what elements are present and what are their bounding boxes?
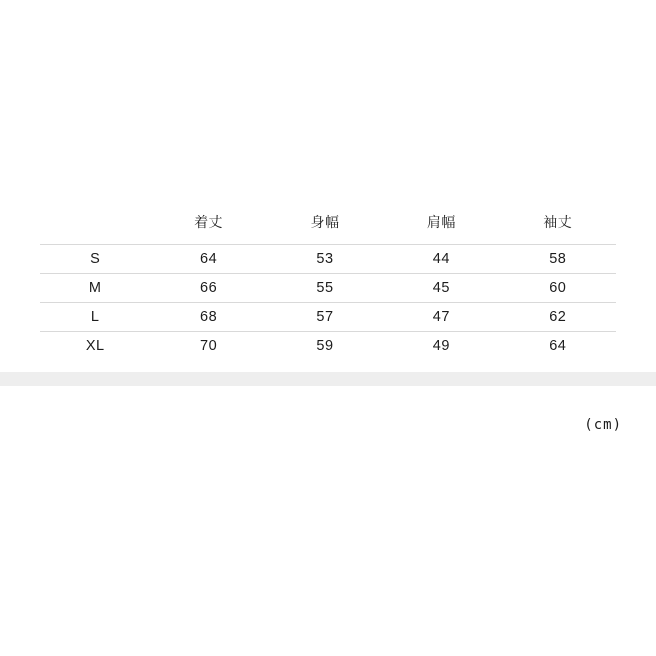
column-header-shoulder: 肩幅 <box>426 214 456 230</box>
cell-shoulder: 44 <box>383 245 499 274</box>
cell-width: 57 <box>267 303 383 332</box>
column-header-size <box>40 200 150 245</box>
cell-sleeve: 58 <box>500 245 616 274</box>
cell-width: 53 <box>267 245 383 274</box>
cell-size: S <box>40 245 150 274</box>
size-table <box>40 200 616 360</box>
table-header-row <box>40 200 616 245</box>
unit-note: (cm) <box>584 417 622 433</box>
cell-size: XL <box>40 332 150 361</box>
table-row <box>40 303 616 332</box>
cell-sleeve: 60 <box>500 274 616 303</box>
cell-sleeve: 64 <box>500 332 616 361</box>
cell-shoulder: 47 <box>383 303 499 332</box>
column-header-sleeve: 袖丈 <box>543 214 573 230</box>
cell-length: 66 <box>150 274 266 303</box>
cell-width: 55 <box>267 274 383 303</box>
cell-shoulder: 45 <box>383 274 499 303</box>
column-header-length: 着丈 <box>194 214 224 230</box>
cell-length: 64 <box>150 245 266 274</box>
size-table-body <box>40 245 616 361</box>
cell-shoulder: 49 <box>383 332 499 361</box>
cell-sleeve: 62 <box>500 303 616 332</box>
table-row <box>40 274 616 303</box>
cell-size: L <box>40 303 150 332</box>
cell-length: 68 <box>150 303 266 332</box>
table-row <box>40 245 616 274</box>
cell-width: 59 <box>267 332 383 361</box>
cell-length: 70 <box>150 332 266 361</box>
table-row <box>40 332 616 361</box>
column-header-width: 身幅 <box>310 214 340 230</box>
section-divider <box>0 372 656 386</box>
cell-size: M <box>40 274 150 303</box>
size-table-header <box>40 200 616 245</box>
